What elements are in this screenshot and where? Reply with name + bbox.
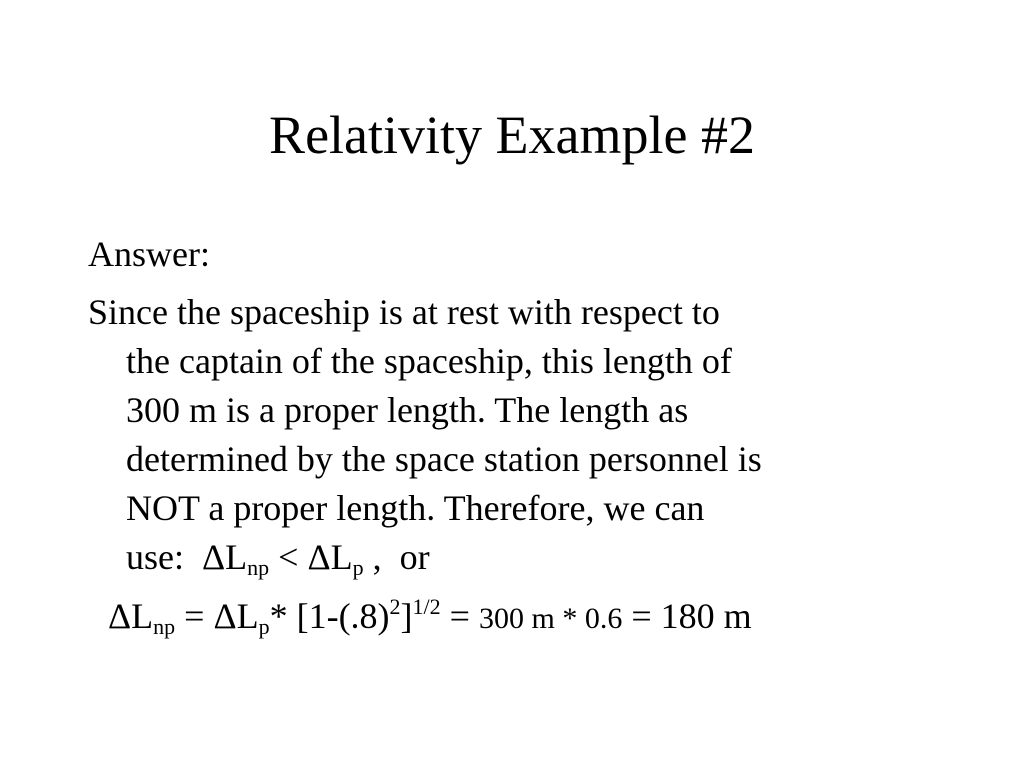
use-prefix: use: [126, 537, 202, 577]
eq-equals-1: = [175, 596, 214, 636]
paragraph-line: NOT a proper length. Therefore, we can [126, 488, 705, 528]
eq-square-exponent: 2 [389, 594, 401, 619]
eq-lhs-subscript: np [153, 614, 176, 639]
less-than: < [269, 537, 308, 577]
delta-l-p: ΔL [307, 537, 353, 577]
eq-equals-2: = [440, 596, 479, 636]
length-equation [108, 592, 752, 643]
eq-factor-open: * [1-(.8) [269, 596, 390, 636]
slide-title: Relativity Example #2 [269, 105, 755, 165]
eq-equals-3: = [622, 596, 661, 636]
answer-paragraph [88, 288, 948, 582]
paragraph-line: 300 m is a proper length. The length as [126, 390, 689, 430]
answer-label: Answer: [88, 234, 210, 274]
eq-lhs: ΔL [108, 596, 154, 636]
paragraph-line: Since the spaceship is at rest with respect to [88, 292, 720, 332]
subscript-np: np [247, 555, 270, 580]
eq-power: 1/2 [412, 594, 441, 619]
eq-rhs-delta: ΔL [213, 596, 259, 636]
delta-l-np: ΔL [202, 537, 248, 577]
eq-numeric: 300 m * 0.6 [478, 602, 623, 635]
eq-factor-close: ] [400, 596, 413, 636]
eq-result: 180 m [660, 596, 752, 636]
or-suffix: , or [363, 537, 430, 577]
paragraph-line: the captain of the spaceship, this length of [126, 341, 732, 381]
eq-rhs-subscript: p [258, 614, 270, 639]
subscript-p: p [352, 555, 364, 580]
paragraph-line: determined by the space station personnel is [126, 439, 762, 479]
paragraph-last-line [88, 533, 948, 582]
